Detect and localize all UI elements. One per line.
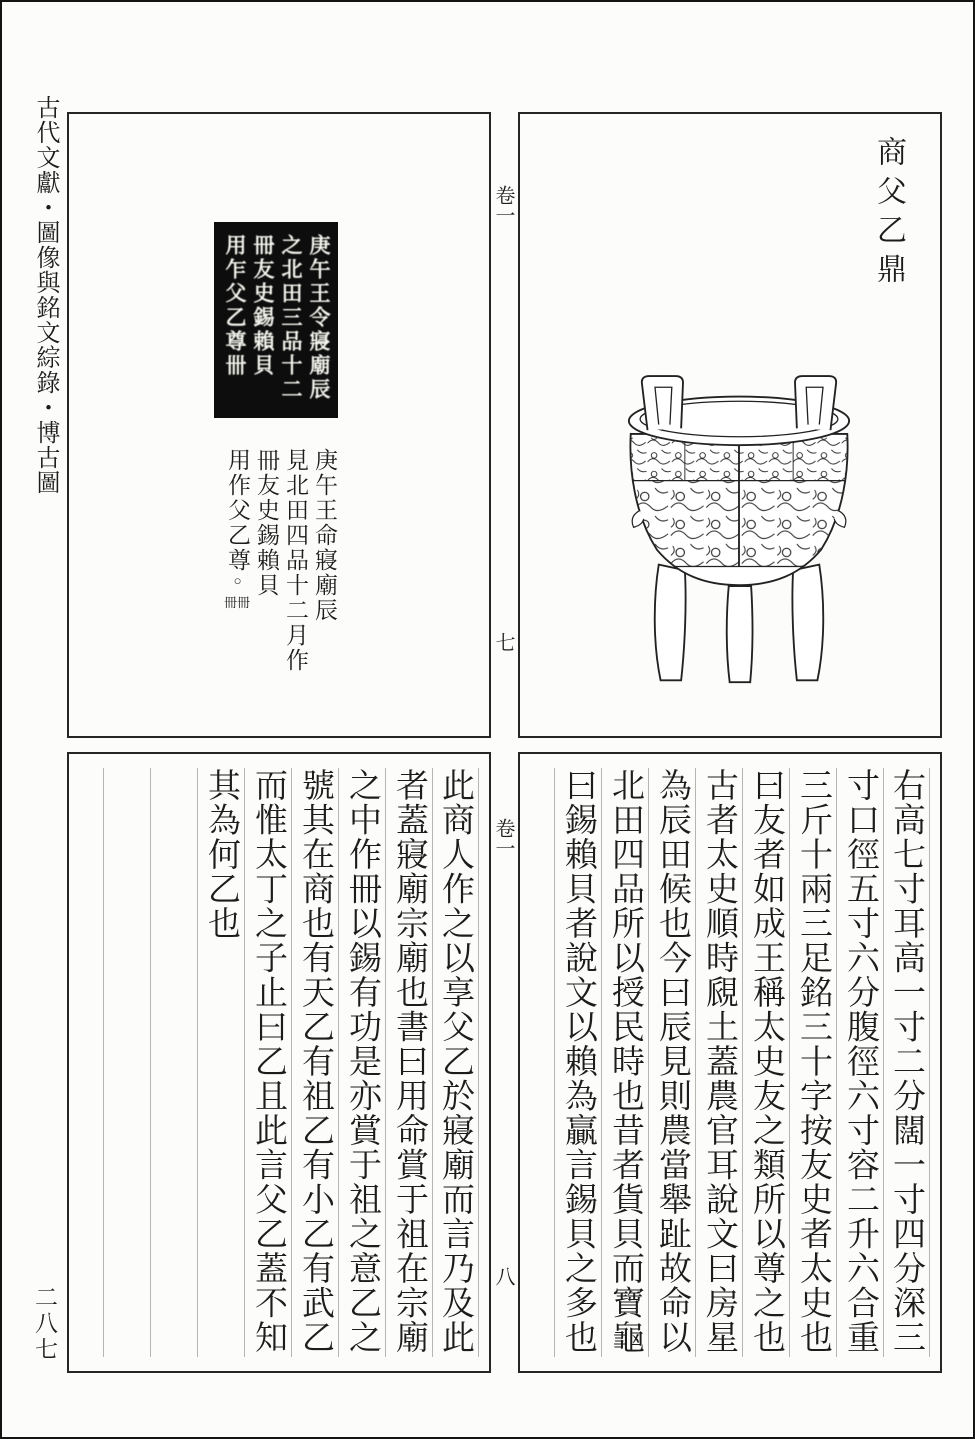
text-column: 曰友者如成王稱太史友之類所以尊之也 <box>742 768 789 1357</box>
transcription-column: 見北田四品十二月作 <box>283 448 308 673</box>
empty-text-column <box>103 768 150 1357</box>
panel-description <box>518 752 942 1373</box>
rubbing-column: 之北田三品十二 <box>279 234 303 402</box>
text-column: 號其在商也有天乙有祖乙有小乙有武乙 <box>291 768 338 1357</box>
vessel-body <box>627 434 851 585</box>
vessel-title: 商父乙鼎 <box>872 136 905 292</box>
text-column: 北田四品所以授民時也昔者貨貝而寶龜 <box>601 768 648 1357</box>
gutter-volume-top: 卷一 <box>492 185 514 225</box>
ding-vessel-drawing <box>599 366 879 696</box>
transcription-column <box>223 448 252 704</box>
text-column: 古者太史順時覛土蓋農官耳說文曰房星 <box>695 768 742 1357</box>
rubbing-column: 庚午王令寢廟辰 <box>307 234 331 402</box>
text-column: 此商人作之以享父乙於寢廟而言乃及此 <box>432 768 479 1357</box>
transcription-column: 庚午王命寢廟辰 <box>312 448 337 623</box>
gutter-folio-top: 七 <box>492 632 514 652</box>
series-title: 古代文獻・圖像與銘文綜錄・博古圖 <box>32 95 58 495</box>
inscription-transcription <box>219 448 339 704</box>
text-column: 為辰田候也今曰辰見則農當舉趾故命以 <box>648 768 695 1357</box>
text-column: 寸口徑五寸六分腹徑六寸容二升六合重 <box>836 768 883 1357</box>
rubbing-column: 用乍父乙尊卌 <box>223 234 247 378</box>
text-column: 三斤十兩三足銘三十字按友史者太史也 <box>789 768 836 1357</box>
empty-text-column <box>150 768 197 1357</box>
panel-inscription <box>67 112 491 738</box>
gutter-folio-bottom: 八 <box>492 1266 514 1286</box>
text-column: 者蓋寢廟宗廟也書曰用命賞于祖在宗廟 <box>385 768 432 1357</box>
panel-commentary <box>67 752 491 1373</box>
description-textblock <box>530 768 930 1357</box>
text-column: 而惟太丁之子止曰乙且此言父乙蓋不知 <box>244 768 291 1357</box>
text-column: 右高七寸耳高一寸二分闊一寸四分深三 <box>883 768 930 1357</box>
text-column: 之中作冊以錫有功是亦賞于祖之意乙之 <box>338 768 385 1357</box>
page-number: 二八七 <box>32 1285 57 1363</box>
rubbing-column: 冊友史錫賴貝 <box>251 234 275 378</box>
commentary-textblock <box>79 768 479 1357</box>
circle-mark: ○ <box>230 573 245 588</box>
text-column: 曰錫賴貝者說文以賴為贏言錫貝之多也 <box>554 768 601 1357</box>
small-note: 冊冊 <box>223 595 250 610</box>
text-column: 其為何乙也 <box>197 768 244 1357</box>
panel-vessel <box>518 112 942 738</box>
gutter-volume-bottom: 卷一 <box>492 818 514 858</box>
bronze-inscription-rubbing <box>214 222 338 418</box>
transcription-column: 冊友史錫賴貝 <box>254 448 279 598</box>
transcription-text: 用作父乙尊 <box>225 448 250 573</box>
